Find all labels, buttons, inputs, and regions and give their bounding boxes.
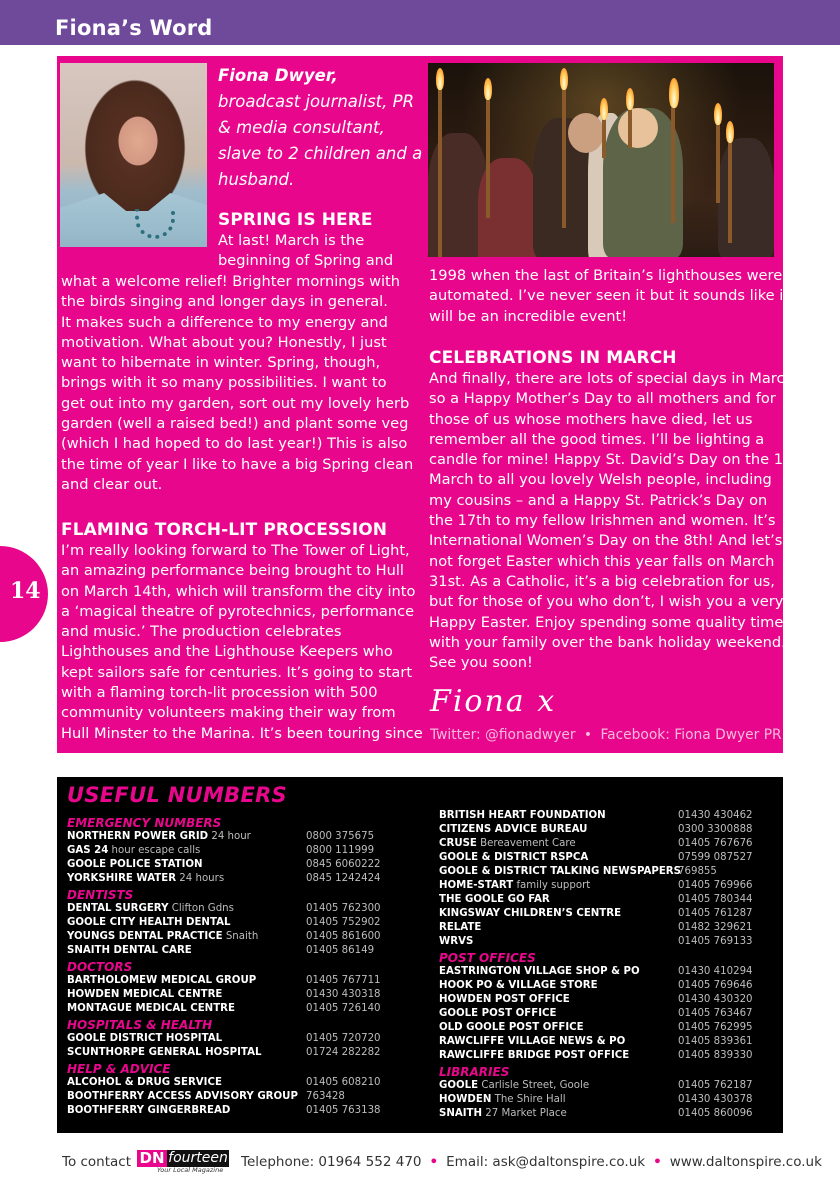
number-entry	[439, 1021, 779, 1035]
number-entry	[67, 1090, 427, 1104]
entry-name: HOME-START	[439, 880, 514, 891]
number-entry	[439, 1007, 779, 1021]
body-line: on March 14th, which will transform the city into	[61, 582, 416, 600]
page-number: 14	[10, 578, 41, 604]
body-line: Lighthouses and the Lighthouse Keepers who	[61, 643, 393, 661]
entry-phone: 0800 375675	[306, 831, 375, 842]
entry-name: BRITISH HEART FOUNDATION	[439, 810, 606, 821]
entry-phone: 01405 763138	[306, 1105, 381, 1116]
logo-dn: DN	[137, 1150, 167, 1167]
body-line: not forget Easter which this year falls on March	[429, 552, 775, 570]
number-entry	[67, 1104, 427, 1118]
number-entry	[67, 974, 427, 988]
bullet-separator: •	[429, 1154, 439, 1170]
numbers-category-heading: DENTISTS	[67, 888, 134, 902]
entry-phone: 01405 861600	[306, 931, 381, 942]
page-title: Fiona’s Word	[55, 16, 213, 40]
page-number-badge	[0, 546, 48, 642]
entry-note: Carlisle Street, Goole	[478, 1080, 590, 1091]
entry-name: HOWDEN POST OFFICE	[439, 994, 570, 1005]
entry-name: RELATE	[439, 922, 482, 933]
entry-name: GOOLE DISTRICT HOSPITAL	[67, 1033, 223, 1044]
footer-website[interactable]: www.daltonspire.co.uk	[669, 1154, 822, 1170]
number-entry	[67, 844, 427, 858]
entry-name: WRVS	[439, 936, 474, 947]
entry-name: BOOTHFERRY ACCESS ADVISORY GROUP	[67, 1091, 298, 1102]
entry-note: hour escape calls	[108, 845, 201, 856]
entry-phone: 07599 087527	[678, 852, 753, 863]
body-line: and clear out.	[61, 475, 163, 493]
entry-phone: 01430 410294	[678, 966, 753, 977]
number-entry	[439, 935, 779, 949]
body-line: I’m really looking forward to The Tower of Light,	[61, 542, 410, 559]
entry-note: family support	[513, 880, 591, 891]
entry-name: YORKSHIRE WATER	[67, 873, 177, 884]
number-entry	[67, 1046, 427, 1060]
number-entry	[439, 979, 779, 993]
footer-telephone: Telephone: 01964 552 470	[241, 1154, 422, 1170]
entry-name: NORTHERN POWER GRID	[67, 831, 209, 842]
entry-name: GOOLE CITY HEALTH DENTAL	[67, 917, 231, 928]
body-line: At last! March is the	[218, 232, 365, 249]
body-line: those of us whose mothers have died, let us	[429, 410, 753, 428]
entry-phone: 01405 769966	[678, 880, 753, 891]
body-line: with a flaming torch-lit procession with 500	[61, 684, 378, 702]
body-line: the 17th to my fellow Irishmen and women. It’s	[429, 512, 776, 530]
author-name: Fiona Dwyer,	[218, 66, 338, 85]
body-line: what a welcome relief! Brighter mornings with	[61, 273, 401, 290]
entry-phone: 01430 430318	[306, 989, 381, 1000]
useful-numbers-box	[57, 777, 783, 1133]
body-line: 31st. As a Catholic, it’s a big celebration for us,	[429, 572, 775, 590]
entry-name: GOOLE POLICE STATION	[67, 859, 203, 870]
entry-name: THE GOOLE GO FAR	[439, 894, 550, 905]
entry-phone: 01430 430320	[678, 994, 753, 1005]
number-entry	[67, 858, 427, 872]
entry-name: GOOLE & DISTRICT RSPCA	[439, 852, 589, 863]
entry-name: BARTHOLOMEW MEDICAL GROUP	[67, 975, 257, 986]
entry-phone: 01405 726140	[306, 1003, 381, 1014]
entry-phone: 01405 860096	[678, 1108, 753, 1119]
body-line: the time of year I like to have a big Spring clean	[61, 455, 414, 473]
section-heading-spring: SPRING IS HERE	[218, 210, 373, 230]
logo-tagline: Your Local Magazine	[157, 1166, 224, 1174]
section-body-spring	[61, 272, 413, 495]
entry-phone: 01430 430378	[678, 1094, 753, 1105]
headshot-jacket	[60, 187, 207, 247]
twitter-link[interactable]: Twitter: @fionadwyer	[430, 727, 576, 743]
body-line: beginning of Spring and	[218, 252, 394, 270]
body-line: 1998 when the last of Britain’s lighthouses were	[429, 267, 783, 284]
section-heading-procession: FLAMING TORCH-LIT PROCESSION	[61, 520, 388, 540]
entry-phone: 01405 608210	[306, 1077, 381, 1088]
logo-fourteen: fourteen	[168, 1150, 228, 1166]
entry-name: GOOLE	[439, 1080, 479, 1091]
contact-label: To contact	[62, 1154, 132, 1170]
author-bio	[218, 63, 423, 193]
entry-phone: 01405 762187	[678, 1080, 753, 1091]
entry-phone: 01405 767676	[678, 838, 753, 849]
author-headshot-image	[60, 63, 207, 247]
number-entry	[439, 1093, 779, 1107]
entry-name: HOOK PO & VILLAGE STORE	[439, 980, 598, 991]
entry-phone: 01724 282282	[306, 1047, 381, 1058]
number-entry	[439, 851, 779, 865]
body-line: International Women’s Day on the 8th! And let’s	[429, 532, 783, 550]
entry-name: HOWDEN	[439, 1094, 492, 1105]
entry-name: GAS 24	[67, 845, 109, 856]
entry-phone: 01482 329621	[678, 922, 753, 933]
body-line: motivation. What about you? Honestly, I just	[61, 333, 387, 351]
entry-phone: 01405 769133	[678, 936, 753, 947]
entry-phone: 763428	[306, 1091, 345, 1102]
number-entry	[439, 879, 779, 893]
section-body-spring-intro	[218, 231, 393, 272]
bullet-separator: •	[653, 1154, 662, 1170]
entry-name: RAWCLIFFE BRIDGE POST OFFICE	[439, 1050, 630, 1061]
entry-name: GOOLE POST OFFICE	[439, 1008, 557, 1019]
torch-procession-image	[428, 63, 774, 257]
entry-name: EASTRINGTON VILLAGE SHOP & PO	[439, 966, 640, 977]
entry-name: KINGSWAY CHILDREN’S CENTRE	[439, 908, 622, 919]
body-line: garden (well a raised bed!) and plant some veg	[61, 415, 409, 433]
number-entry	[439, 893, 779, 907]
entry-phone: 01405 86149	[306, 945, 375, 956]
numbers-right-column	[439, 809, 779, 1121]
number-entry	[67, 988, 427, 1002]
number-entry	[439, 823, 779, 837]
number-entry	[67, 944, 427, 958]
number-entry	[439, 1035, 779, 1049]
body-line: candle for mine! Happy St. David’s Day on the 1st	[429, 451, 797, 469]
social-links	[430, 727, 782, 743]
entry-name: SCUNTHORPE GENERAL HOSPITAL	[67, 1047, 262, 1058]
body-line: want to hibernate in winter. Spring, though,	[61, 354, 381, 372]
footer-email[interactable]: Email: ask@daltonspire.co.uk	[446, 1154, 646, 1170]
entry-name: ALCOHOL & DRUG SERVICE	[67, 1077, 222, 1088]
entry-phone: 01405 767711	[306, 975, 381, 986]
numbers-category-heading: HOSPITALS & HEALTH	[67, 1018, 213, 1032]
entry-note: 27 Market Place	[482, 1108, 567, 1119]
header-bar	[0, 0, 840, 45]
body-line: It makes such a difference to my energy and	[61, 313, 388, 331]
entry-name: OLD GOOLE POST OFFICE	[439, 1022, 584, 1033]
body-line: with your family over the bank holiday weekend.	[429, 633, 786, 651]
entry-name: MONTAGUE MEDICAL CENTRE	[67, 1003, 235, 1014]
entry-note: Snaith	[222, 931, 259, 942]
numbers-category-heading: EMERGENCY NUMBERS	[67, 816, 222, 830]
author-description: broadcast journalist, PR & media consultant, slave to 2 children and a husband.	[218, 92, 423, 189]
entry-phone: 01405 839330	[678, 1050, 753, 1061]
number-entry	[439, 1107, 779, 1121]
entry-name: SNAITH	[439, 1108, 483, 1119]
number-entry	[67, 902, 427, 916]
body-line: an amazing performance being brought to Hull	[61, 562, 404, 580]
entry-phone: 0845 1242424	[306, 873, 381, 884]
body-line: the birds singing and longer days in general.	[61, 293, 388, 311]
entry-note: Bereavement Care	[476, 838, 576, 849]
section-heading-celebrations: CELEBRATIONS IN MARCH	[429, 348, 677, 368]
entry-name: CITIZENS ADVICE BUREAU	[439, 824, 588, 835]
entry-phone: 01405 761287	[678, 908, 753, 919]
body-line: remember all the good times. I’ll be lighting a	[429, 430, 765, 448]
entry-phone: 01405 839361	[678, 1036, 753, 1047]
body-line: community volunteers making their way from	[61, 704, 396, 722]
facebook-link[interactable]: Facebook: Fiona Dwyer PR	[600, 727, 782, 743]
numbers-left-column	[67, 814, 427, 1118]
numbers-category-heading: LIBRARIES	[439, 1065, 510, 1079]
entry-phone: 0845 6060222	[306, 859, 381, 870]
entry-name: CRUSE	[439, 838, 477, 849]
entry-name: HOWDEN MEDICAL CENTRE	[67, 989, 223, 1000]
body-line: Happy Easter. Enjoy spending some quality time	[429, 613, 784, 631]
entry-name: SNAITH DENTAL CARE	[67, 945, 192, 956]
number-entry	[67, 916, 427, 930]
entry-phone: 01405 762995	[678, 1022, 753, 1033]
body-line: (which I had hoped to do last year!) This is also	[61, 435, 408, 453]
entry-phone: 01405 763467	[678, 1008, 753, 1019]
numbers-category-heading: POST OFFICES	[439, 951, 536, 965]
entry-note: The Shire Hall	[491, 1094, 566, 1105]
number-entry	[67, 830, 427, 844]
number-entry	[439, 1049, 779, 1063]
number-entry	[439, 921, 779, 935]
body-line: get out into my garden, sort out my lovely herb	[61, 394, 410, 412]
number-entry	[67, 930, 427, 944]
body-line: And finally, there are lots of special days in March,	[429, 370, 799, 387]
body-line: kept sailors safe for centuries. It’s going to start	[61, 663, 413, 681]
entry-phone: 0800 111999	[306, 845, 375, 856]
body-line: automated. I’ve never seen it but it sounds like it	[429, 287, 790, 305]
entry-name: GOOLE & DISTRICT TALKING NEWSPAPERS	[439, 866, 681, 877]
useful-numbers-title: USEFUL NUMBERS	[67, 783, 287, 807]
entry-phone: 0300 3300888	[678, 824, 753, 835]
entry-phone: 01405 752902	[306, 917, 381, 928]
body-line: so a Happy Mother’s Day to all mothers and for	[429, 390, 776, 408]
section-body-procession-continued	[429, 266, 789, 327]
signature: Fiona x	[430, 684, 557, 719]
number-entry	[439, 907, 779, 921]
entry-note: 24 hours	[176, 873, 225, 884]
body-line: and music.’ The production celebrates	[61, 623, 342, 641]
number-entry	[67, 1032, 427, 1046]
numbers-category-heading: HELP & ADVICE	[67, 1062, 171, 1076]
entry-phone: 01405 769646	[678, 980, 753, 991]
entry-phone: 769855	[678, 866, 717, 877]
number-entry	[439, 865, 779, 879]
numbers-category-heading: DOCTORS	[67, 960, 133, 974]
body-line: brings with it so many possibilities. I want to	[61, 374, 387, 392]
dnfourteen-logo	[137, 1150, 229, 1174]
entry-note: Clifton Gdns	[168, 903, 234, 914]
entry-phone: 01405 762300	[306, 903, 381, 914]
body-line: a ‘magical theatre of pyrotechnics, performance	[61, 602, 415, 620]
entry-phone: 01405 780344	[678, 894, 753, 905]
bullet-separator: •	[583, 727, 593, 743]
number-entry	[67, 872, 427, 886]
section-body-celebrations	[429, 369, 798, 673]
body-line: will be an incredible event!	[429, 307, 628, 325]
entry-note: 24 hour	[208, 831, 251, 842]
entry-name: DENTAL SURGERY	[67, 903, 169, 914]
number-entry	[67, 1076, 427, 1090]
body-line: but for those of you who don’t, I wish you a very	[429, 593, 784, 611]
number-entry	[439, 809, 779, 823]
entry-name: YOUNGS DENTAL PRACTICE	[67, 931, 223, 942]
body-line: my cousins – and a Happy St. Patrick’s Day on	[429, 491, 768, 509]
number-entry	[67, 1002, 427, 1016]
body-line: See you soon!	[429, 654, 533, 672]
number-entry	[439, 1079, 779, 1093]
number-entry	[439, 837, 779, 851]
body-line: Hull Minster to the Marina. It’s been touring since	[61, 724, 423, 742]
entry-name: BOOTHFERRY GINGERBREAD	[67, 1105, 231, 1116]
number-entry	[439, 993, 779, 1007]
footer-contact-bar	[62, 1150, 822, 1174]
number-entry	[439, 965, 779, 979]
section-body-procession	[61, 541, 423, 744]
entry-phone: 01430 430462	[678, 810, 753, 821]
body-line: March to all you lovely Welsh people, including	[429, 471, 772, 489]
entry-phone: 01405 720720	[306, 1033, 381, 1044]
entry-name: RAWCLIFFE VILLAGE NEWS & PO	[439, 1036, 626, 1047]
